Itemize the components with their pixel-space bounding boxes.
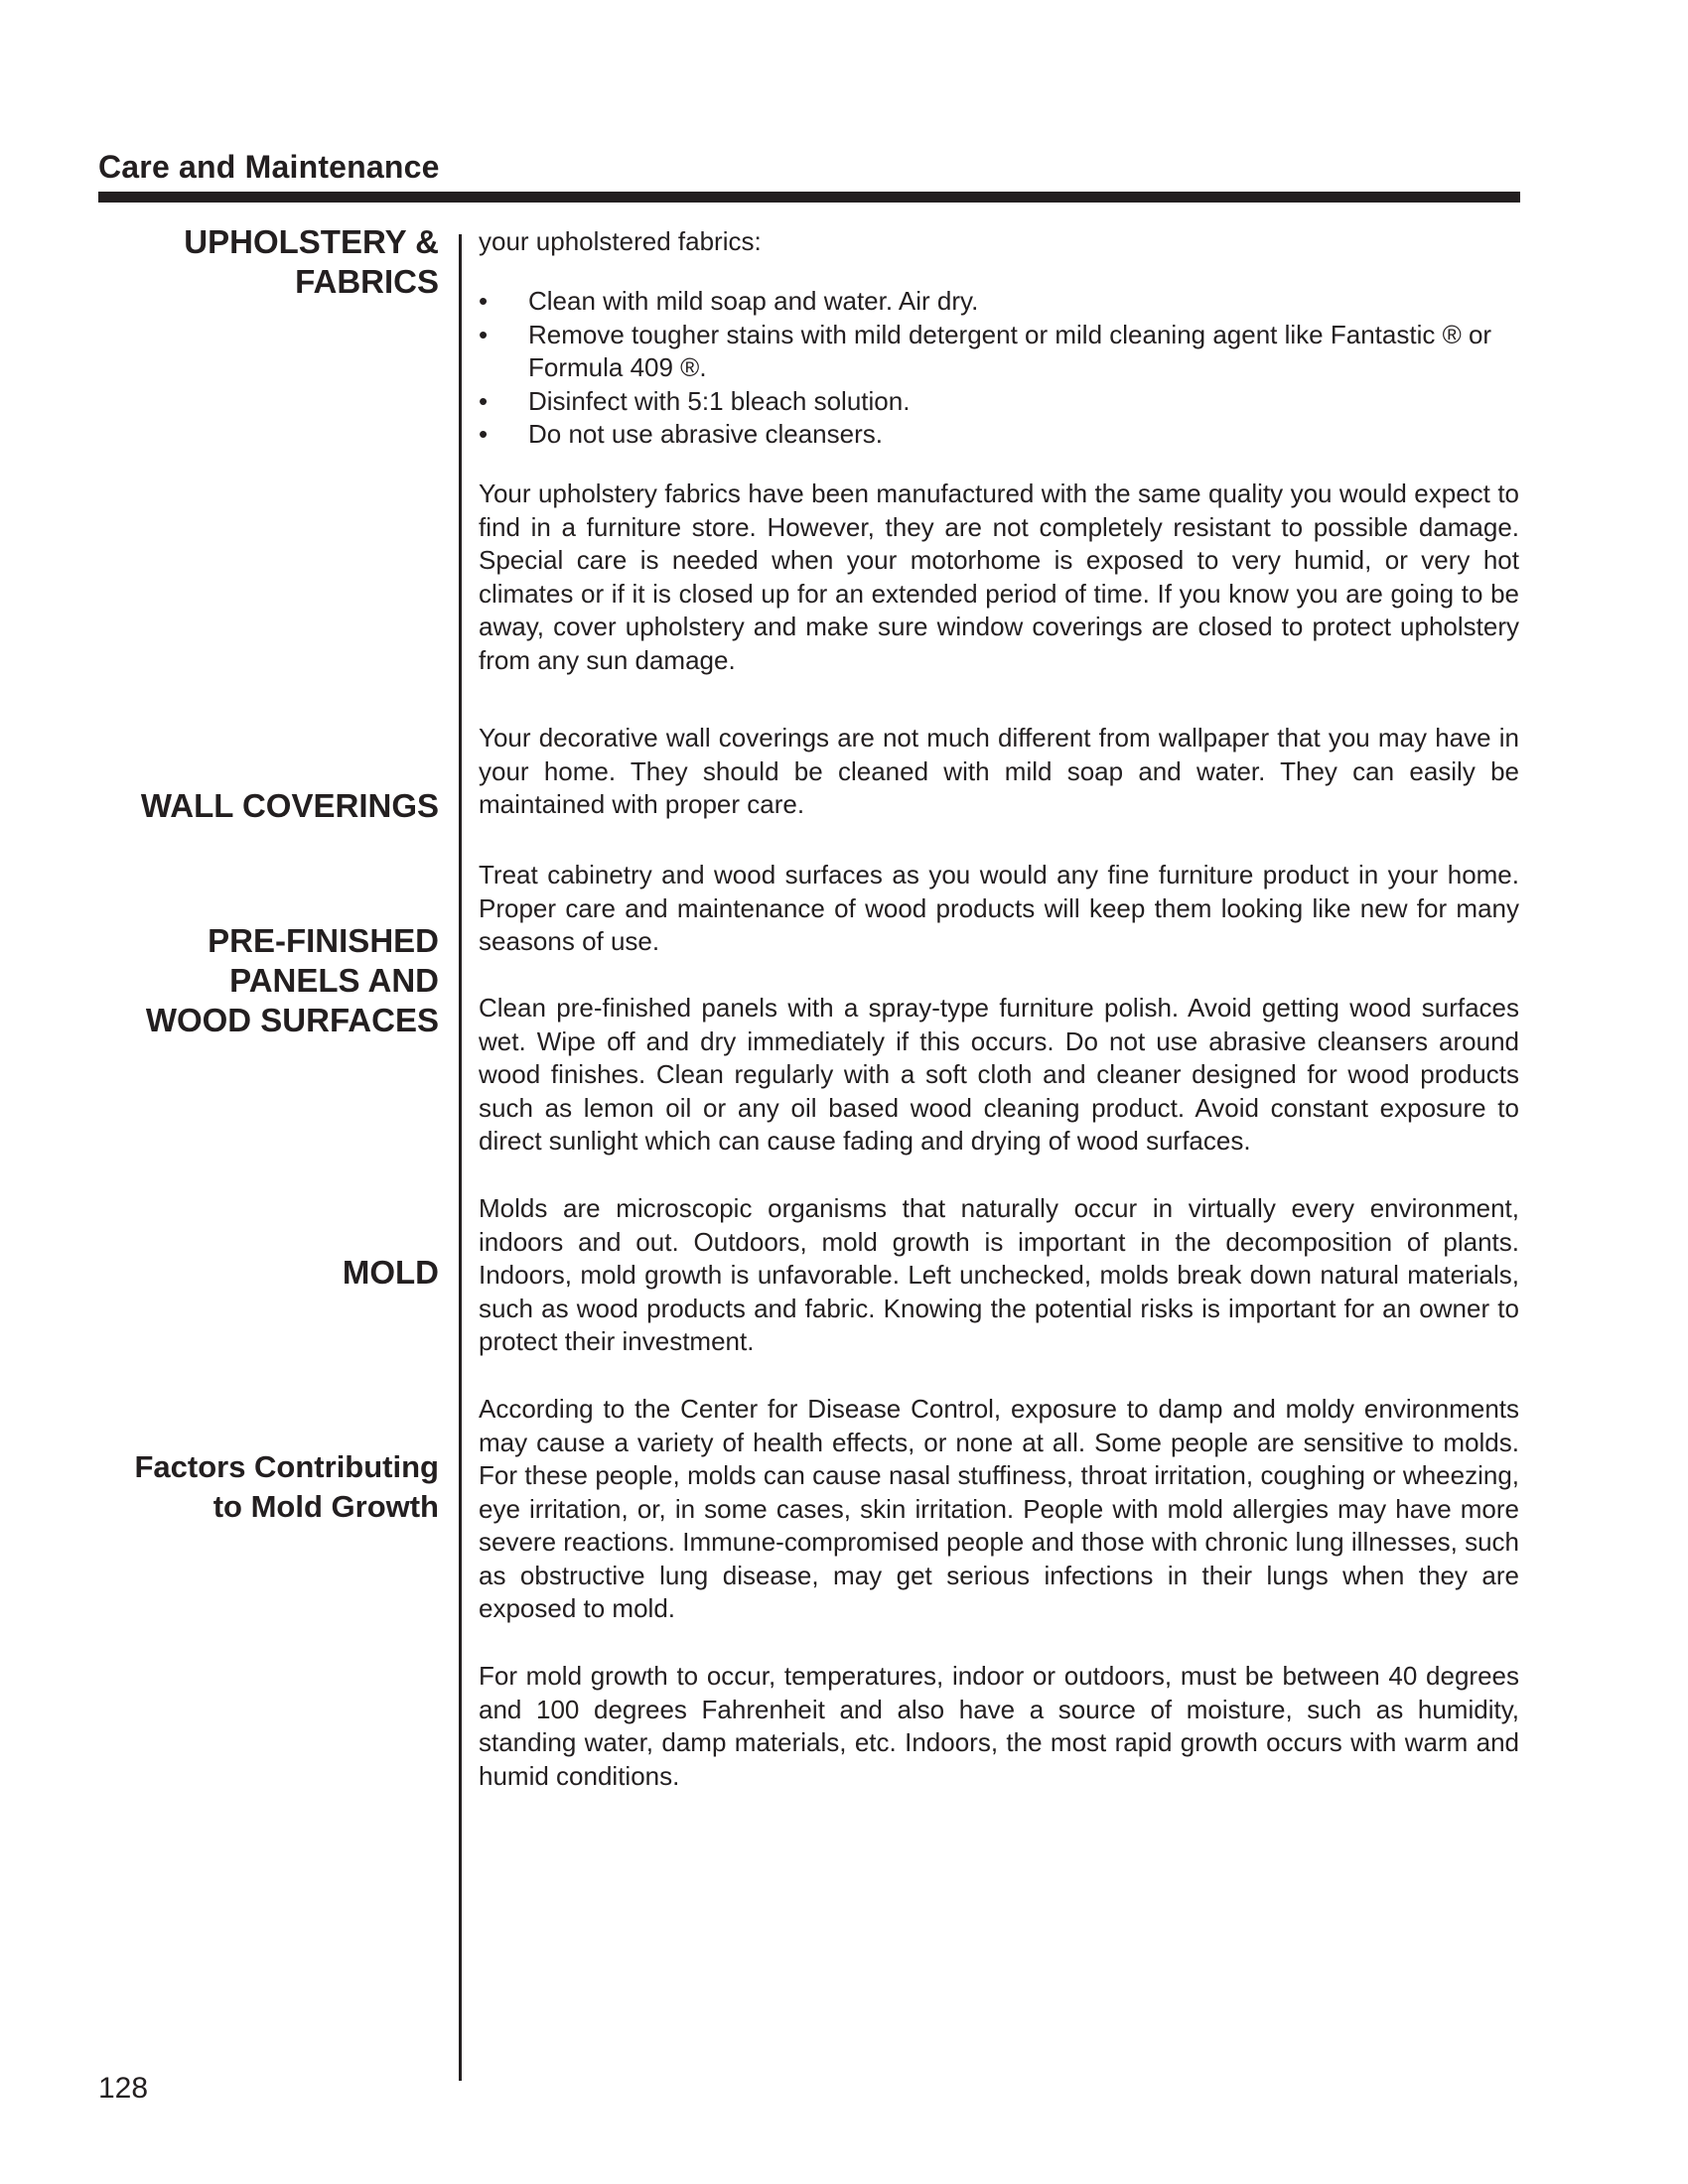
bullet-glyph: • xyxy=(479,286,489,316)
upholstery-bullet-list xyxy=(479,285,1519,452)
paragraph-text: According to the Center for Disease Control, exposure to damp and moldy environments may cause a variety of health effects, or none at all. Some people are sensitive to molds. For these people, molds can cause nasal stuffiness, throat irritation, coughing or wheezing, eye irritation, or, in some cases, skin irritation. People with mold allergies may have more severe reactions. Immune-compromised people and those with chronic lung illnesses, such as obstructive lung disease, may get serious infections in their lungs when they are exposed to mold. xyxy=(479,1394,1519,1623)
prefinished-paragraph-2 xyxy=(479,992,1519,1159)
upholstery-paragraph xyxy=(479,478,1519,677)
heading-line: PRE-FINISHED xyxy=(208,922,439,959)
heading-line: WOOD SURFACES xyxy=(145,1002,439,1038)
list-item xyxy=(479,285,1519,319)
paragraph-text: Your decorative wall coverings are not much different from wallpaper that you may have in your home. They should be cleaned with mild soap and water. They can easily be maintained with proper care. xyxy=(479,723,1519,819)
heading-line: UPHOLSTERY & xyxy=(184,223,439,260)
page-number: 128 xyxy=(98,2072,149,2105)
heading-line: PANELS AND xyxy=(229,962,439,999)
wall-coverings-paragraph xyxy=(479,722,1519,822)
heading-upholstery-fabrics xyxy=(184,222,439,302)
mold-paragraph-2 xyxy=(479,1393,1519,1626)
mold-paragraph-1 xyxy=(479,1192,1519,1359)
heading-line: MOLD xyxy=(342,1254,439,1291)
heading-line: FABRICS xyxy=(295,263,439,300)
intro-text: your upholstered fabrics: xyxy=(479,226,762,256)
heading-wall-coverings xyxy=(141,786,439,826)
upholstery-intro xyxy=(479,225,1519,259)
paragraph-text: Molds are microscopic organisms that naturally occur in virtually every environment, indoors and out. Outdoors, mold growth is important in the decomposition of plants. Indoors, mold growth is unfavorable. Left unchecked, molds break down natural materials, such as wood products and fabric. Knowing the potential risks is important for an owner to protect their investment. xyxy=(479,1193,1519,1356)
paragraph-text: Clean pre-finished panels with a spray-type furniture polish. Avoid getting wood surfaces wet. Wipe off and dry immediately if this occurs. Do not use abrasive cleansers around wood finishes. Clean regularly with a soft cloth and cleaner designed for wood products such as lemon oil or any oil based wood cleaning product. Avoid constant exposure to direct sunlight which can cause fading and drying of wood surfaces. xyxy=(479,993,1519,1156)
heading-mold xyxy=(343,1253,439,1293)
page-title: Care and Maintenance xyxy=(98,149,440,185)
bullet-glyph: • xyxy=(479,419,489,449)
paragraph-text: Your upholstery fabrics have been manufactured with the same quality you would expect to find in a furniture store. However, they are not completely resistant to possible damage. Special care is needed when your motorhome is exposed to very humid, or very hot climates or if it is closed up for an extended period of time. If you know you are going to be away, cover upholstery and make sure window coverings are closed to protect upholstery from any sun damage. xyxy=(479,478,1519,675)
heading-mold-factors xyxy=(134,1447,439,1527)
column-divider xyxy=(459,234,462,2081)
list-item-text: Disinfect with 5:1 bleach solution. xyxy=(528,385,911,416)
list-item-text: Do not use abrasive cleansers. xyxy=(528,419,883,449)
list-item-text: Remove tougher stains with mild detergent or mild cleaning agent like Fantastic ® or Formula 409 ®. xyxy=(528,319,1492,382)
paragraph-text: For mold growth to occur, temperatures, indoor or outdoors, must be between 40 degrees and 100 degrees Fahrenheit and also have a source of moisture, such as humidity, standing water, damp materials, etc. Indoors, the most rapid growth occurs with warm and humid conditions. xyxy=(479,1661,1519,1791)
prefinished-paragraph-1 xyxy=(479,859,1519,959)
list-item xyxy=(479,418,1519,452)
heading-line: WALL COVERINGS xyxy=(140,787,439,824)
header-rule xyxy=(98,192,1520,203)
bullet-glyph: • xyxy=(479,319,489,349)
list-item-text: Clean with mild soap and water. Air dry. xyxy=(528,286,979,316)
paragraph-text: Treat cabinetry and wood surfaces as you would any fine furniture product in your home. Proper care and maintenance of wood products will keep them looking like new for many seasons of use. xyxy=(479,860,1519,956)
heading-line: Factors Contributing xyxy=(134,1449,439,1484)
bullet-glyph: • xyxy=(479,385,489,416)
mold-paragraph-3 xyxy=(479,1660,1519,1793)
list-item xyxy=(479,319,1519,385)
heading-line: to Mold Growth xyxy=(212,1489,439,1524)
list-item xyxy=(479,385,1519,419)
heading-prefinished-panels xyxy=(146,921,439,1040)
